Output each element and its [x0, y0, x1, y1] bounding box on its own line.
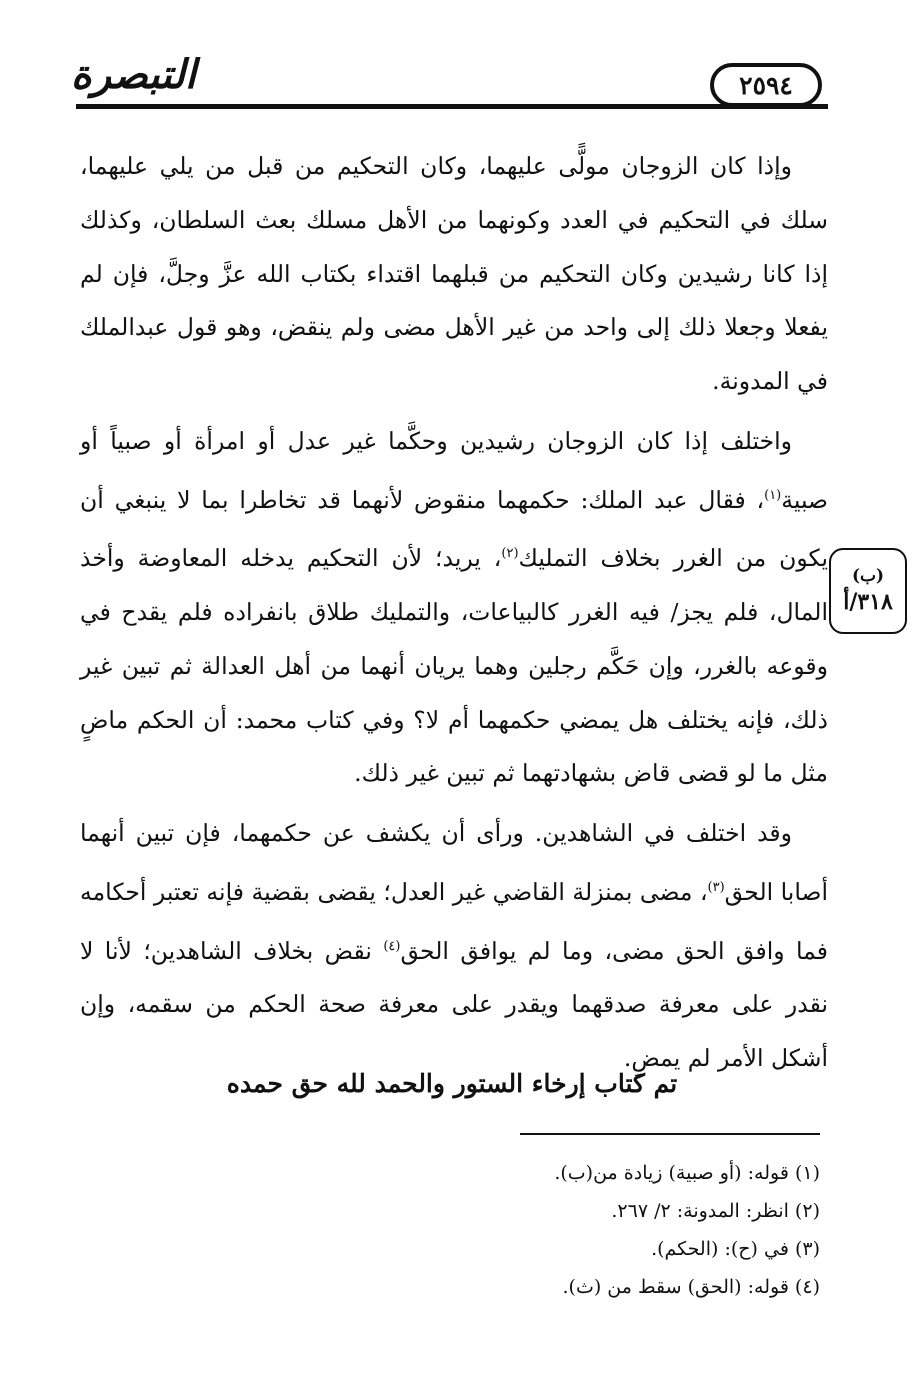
- paragraph-2: [80, 415, 828, 801]
- paragraph-2-text-b: ، فقال عبد الملك: حكمهما منقوض لأنهما قد تخاطرا بما لا ينبغي أن يكون من الغرر بخلاف التمليك: [80, 485, 828, 573]
- footnote-ref-1: (١): [764, 487, 782, 503]
- paragraph-2-text-c: ، يريد؛ لأن التحكيم يدخله المعاوضة وأخذ المال، فلم يجز/ فيه الغرر كالبياعات، والتمليك طلاق بانفراده فلم يقدح في وقوعه بالغرر، وإن حَكَّم رجلين وهما يريان أنهما من أهل العدالة ثم تبين غير ذلك، فإنه يختلف هل يمضي حكمهما أم لا؟ وفي كتاب محمد: أن الحكم ماضٍ مثل ما لو قضى قاض بشهادتهما ثم تبين غير ذلك.: [80, 544, 828, 788]
- footnote-ref-4: (٤): [383, 938, 401, 954]
- paragraph-1-text: وإذا كان الزوجان مولًّى عليهما، وكان التحكيم من قبل من يلي عليهما، سلك في التحكيم في العدد وكونهما من الأهل مسلك بعث السلطان، وكذلك إذا كانا رشيدين وكان التحكيم من قبلهما اقتداء بكتاب الله عزَّ وجلَّ، فإن لم يفعلا وجعلا ذلك إلى واحد من غير الأهل مضى ولم ينقض، وهو قول عبدالملك في المدونة.: [80, 152, 828, 396]
- book-title: التبصرة: [70, 51, 196, 98]
- header-rule: [76, 104, 828, 109]
- margin-note-line1: (ب): [851, 566, 885, 586]
- footnote-2: (٢) انظر: المدونة: ٢/ ٢٦٧.: [611, 1200, 820, 1222]
- paragraph-1: [80, 140, 828, 409]
- footnote-1: (١) قوله: (أو صبية) زيادة من(ب).: [554, 1162, 820, 1184]
- chapter-closing: تم كتاب إرخاء الستور والحمد لله حق حمده: [226, 1069, 678, 1098]
- page-number-badge: [710, 63, 822, 107]
- paragraph-3-text-c: نقض بخلاف الشاهدين؛ لأنا لا نقدر على معرفة صدقهما ويقدر على معرفة صحة الحكم من سقمه، وإن أشكل الأمر لم يمضِ.: [80, 936, 828, 1073]
- paragraph-2-text-a: واختلف إذا كان الزوجان رشيدين وحكَّما غير عدل أو امرأة أو صبياً أو صبية: [80, 426, 828, 514]
- footnote-ref-2: (٢): [501, 546, 519, 562]
- footnote-3: (٣) في (ح): (الحكم).: [651, 1238, 820, 1260]
- paragraph-3-text-b: ، مضى بمنزلة القاضي غير العدل؛ يقضى بقضية فإنه تعتبر أحكامه فما وافق الحق مضى، وما لم يوافق الحق: [80, 877, 828, 965]
- footnote-4: (٤) قوله: (الحق) سقط من (ث).: [562, 1276, 820, 1298]
- margin-note-line2: ٣١٨/أ: [843, 589, 893, 615]
- paragraph-3: [80, 807, 828, 1086]
- margin-manuscript-note: [829, 548, 907, 634]
- page-number: ٢٥٩٤: [739, 70, 793, 100]
- footnotes: [180, 1154, 820, 1306]
- footnote-ref-3: (٣): [707, 880, 725, 896]
- footnote-rule: [520, 1133, 820, 1135]
- main-text: [80, 140, 828, 1092]
- paragraph-3-text-a: وقد اختلف في الشاهدين. ورأى أن يكشف عن حكمهما، فإن تبين أنهما أصابا الحق: [80, 819, 828, 906]
